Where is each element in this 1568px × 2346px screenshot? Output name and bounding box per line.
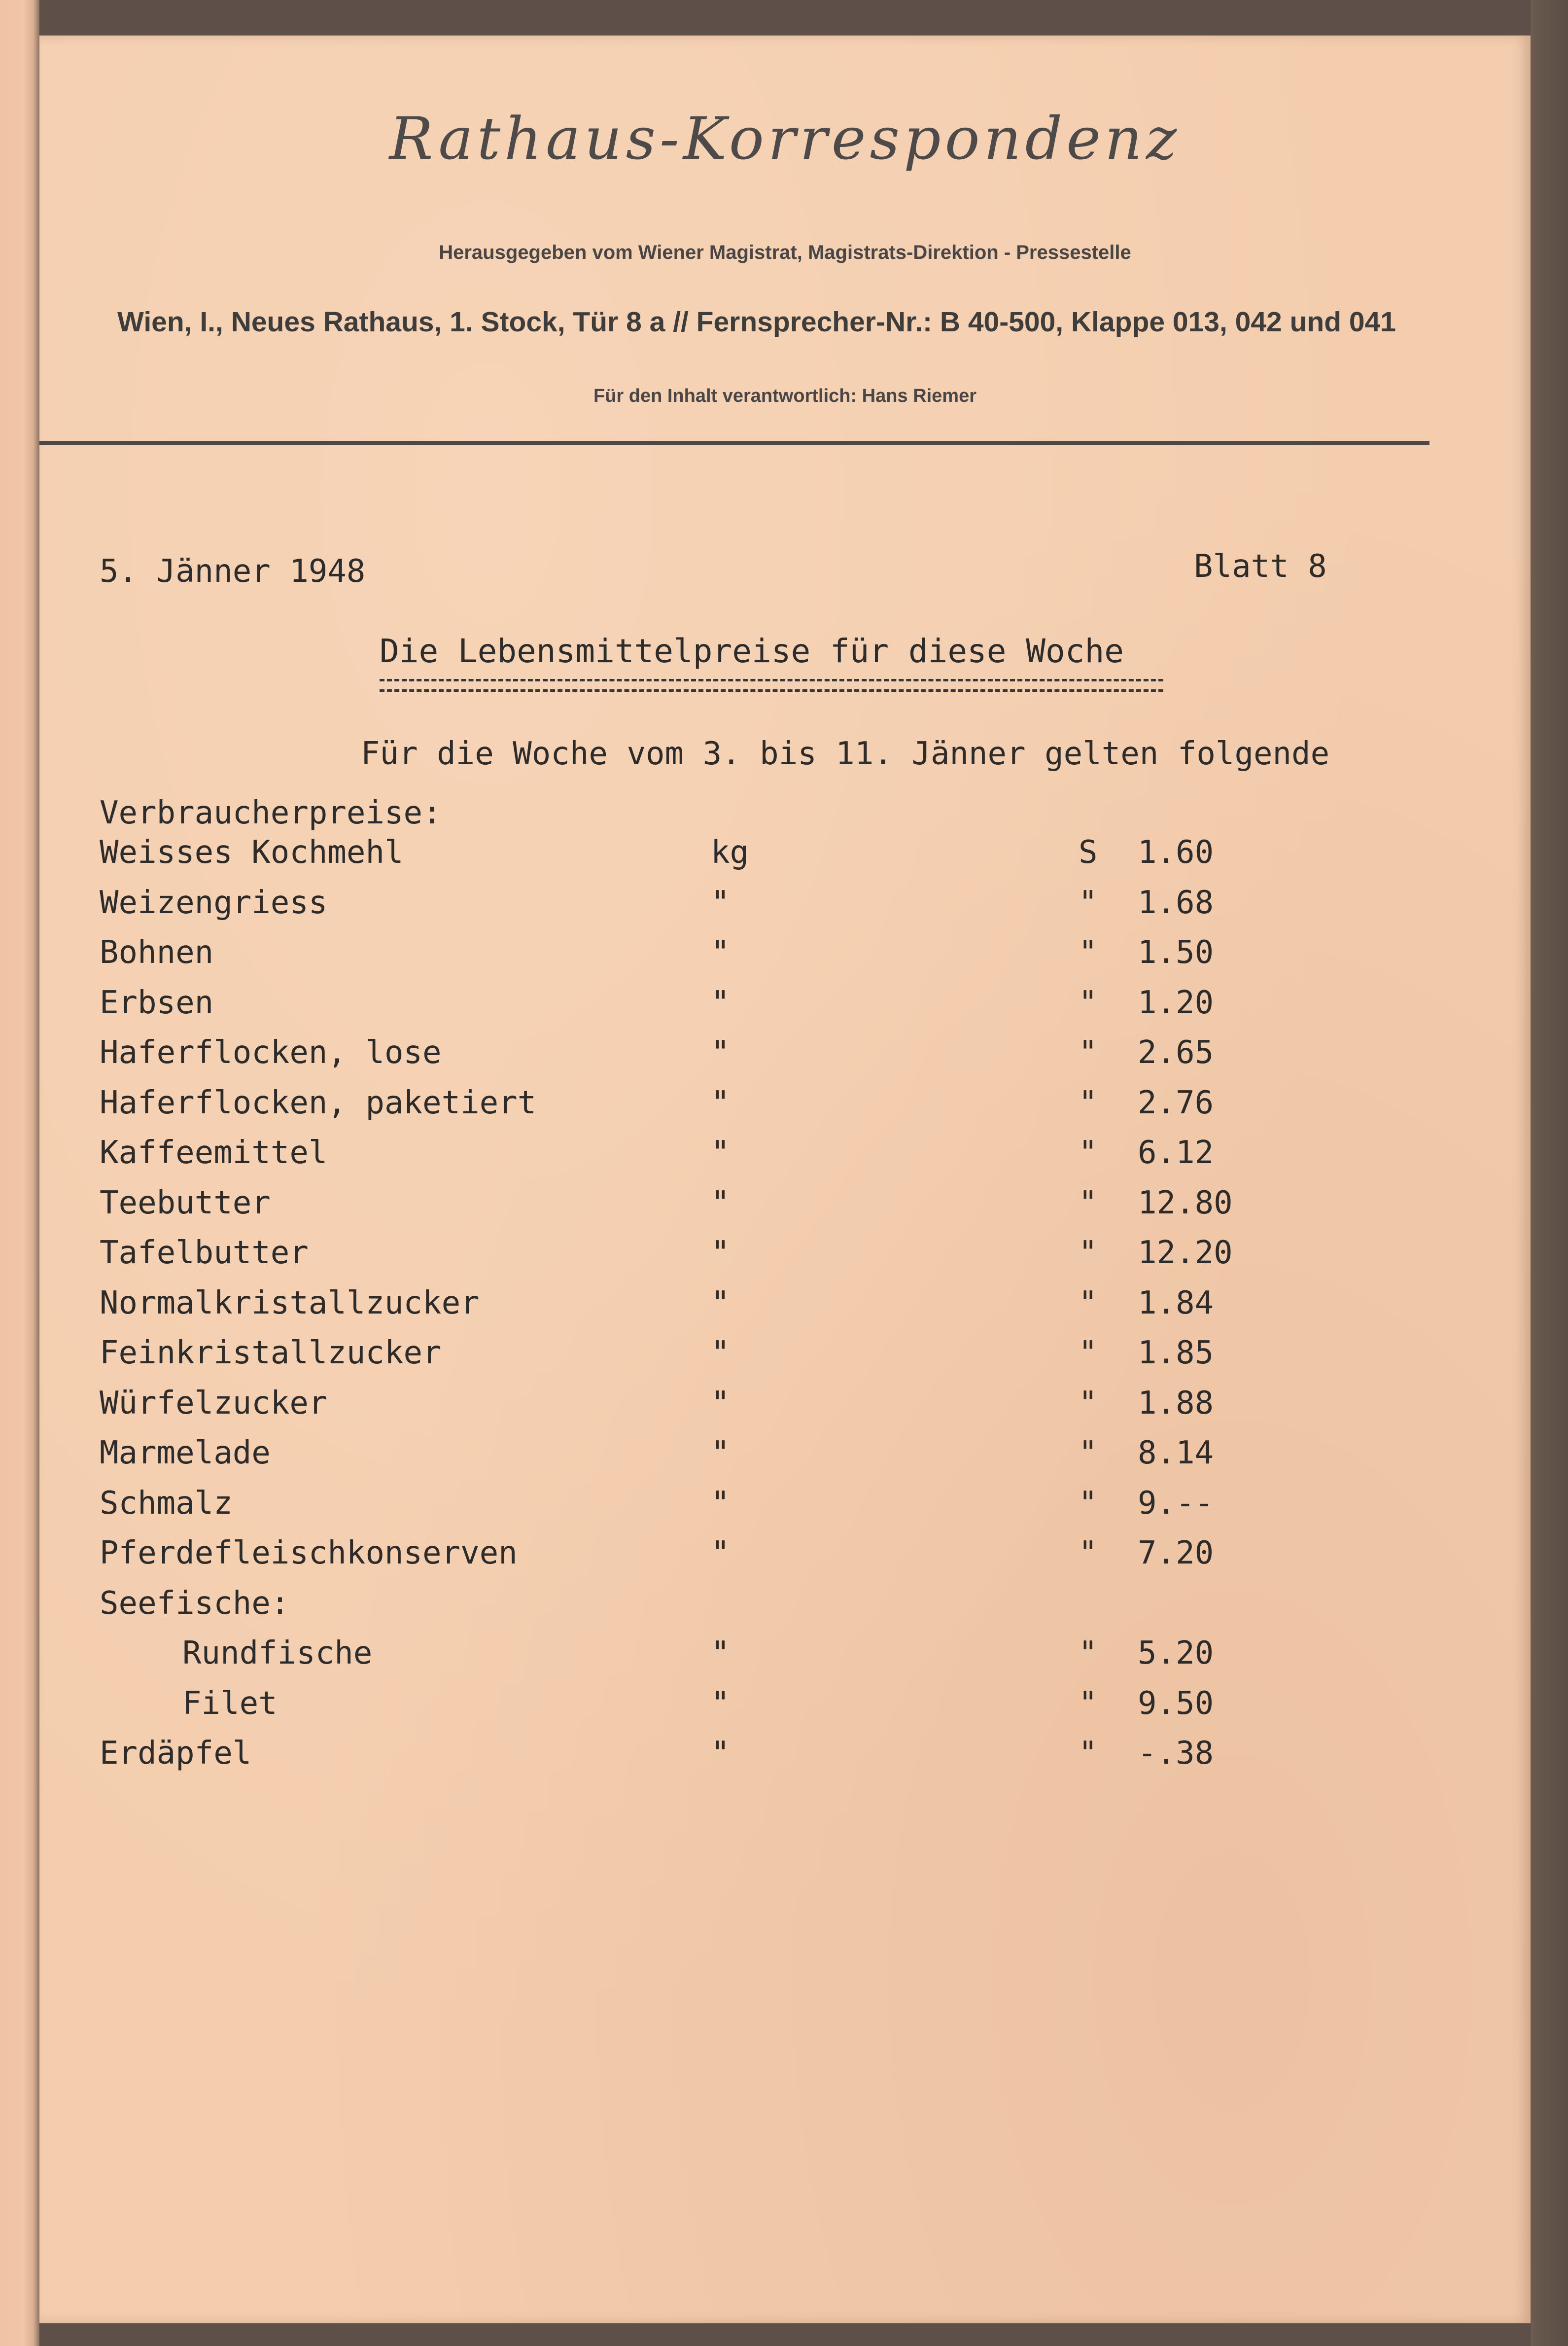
price-row [39, 1435, 1531, 1485]
item-price: 1.50 [1138, 934, 1214, 971]
price-row [39, 1485, 1531, 1535]
item-unit: " [711, 1385, 730, 1422]
item-currency: " [1079, 1284, 1098, 1321]
item-unit: kg [711, 834, 749, 871]
item-unit: " [711, 1135, 730, 1171]
item-name: Pferdefleischkonserven [100, 1535, 518, 1571]
item-unit: " [711, 1235, 730, 1271]
item-name: Filet [182, 1685, 278, 1722]
item-price: 1.68 [1138, 884, 1214, 921]
item-unit: " [711, 1735, 730, 1772]
item-unit: " [711, 1084, 730, 1121]
item-price: 2.76 [1138, 1084, 1214, 1121]
item-price: 2.65 [1138, 1034, 1214, 1071]
letterhead-publisher: Herausgegeben vom Wiener Magistrat, Magistrats-Direktion - Pressestelle [439, 242, 1131, 263]
item-name: Rundfische [182, 1635, 373, 1671]
item-currency: " [1079, 934, 1098, 971]
document-title: Die Lebensmittelpreise für diese Woche [380, 632, 1124, 670]
item-unit: " [711, 884, 730, 921]
item-price: 8.14 [1138, 1435, 1214, 1471]
item-price: 1.85 [1138, 1335, 1214, 1371]
item-price: 9.-- [1138, 1485, 1214, 1522]
item-unit: " [711, 934, 730, 971]
page-edge-shadow [1531, 0, 1568, 2346]
item-unit: " [711, 1034, 730, 1071]
item-name: Erdäpfel [100, 1735, 252, 1772]
item-name: Haferflocken, lose [100, 1034, 442, 1071]
item-name: Kaffeemittel [100, 1135, 328, 1171]
item-name: Weizengriess [100, 884, 328, 921]
item-name: Normalkristallzucker [100, 1284, 480, 1321]
item-unit: " [711, 1335, 730, 1371]
item-price: 5.20 [1138, 1635, 1214, 1671]
item-currency: " [1079, 984, 1098, 1021]
item-currency: " [1079, 1485, 1098, 1522]
price-row [39, 1635, 1531, 1685]
item-name: Marmelade [100, 1435, 271, 1471]
page-number: Blatt 8 [1194, 548, 1327, 585]
price-row [39, 1585, 1531, 1635]
binding-edge [0, 0, 39, 2346]
item-currency: " [1079, 1184, 1098, 1221]
item-name: Teebutter [100, 1184, 271, 1221]
letterhead-responsible: Für den Inhalt verantwortlich: Hans Riemer [593, 386, 977, 406]
item-name: Seefische: [100, 1585, 290, 1622]
item-name: Erbsen [100, 984, 214, 1021]
document-page [39, 36, 1531, 2323]
item-price: 1.20 [1138, 984, 1214, 1021]
item-currency: " [1079, 1635, 1098, 1671]
price-row [39, 1285, 1531, 1335]
item-unit: " [711, 984, 730, 1021]
item-currency: " [1079, 1535, 1098, 1571]
item-price: 6.12 [1138, 1135, 1214, 1171]
letterhead-address: Wien, I., Neues Rathaus, 1. Stock, Tür 8 a // Fernsprecher-Nr.: B 40-500, Klappe 013, 042 und 041 [117, 306, 1396, 338]
item-name: Haferflocken, paketiert [100, 1084, 537, 1121]
price-row [39, 934, 1531, 985]
price-row [39, 1385, 1531, 1435]
item-currency: " [1079, 1084, 1098, 1121]
item-unit: " [711, 1485, 730, 1522]
price-row [39, 985, 1531, 1035]
item-currency: " [1079, 884, 1098, 921]
item-unit: " [711, 1284, 730, 1321]
item-currency: " [1079, 1034, 1098, 1071]
item-name: Würfelzucker [100, 1385, 328, 1422]
price-row [39, 1535, 1531, 1585]
price-row [39, 1085, 1531, 1135]
item-currency: " [1079, 1435, 1098, 1471]
item-price: 7.20 [1138, 1535, 1214, 1571]
price-row [39, 1034, 1531, 1085]
item-price: 1.84 [1138, 1284, 1214, 1321]
intro-text-line2: Verbraucherpreise: [100, 795, 442, 831]
item-unit: " [711, 1635, 730, 1671]
item-unit: " [711, 1184, 730, 1221]
document-date: 5. Jänner 1948 [100, 553, 366, 590]
price-row [39, 1735, 1531, 1785]
item-currency: S [1079, 834, 1098, 871]
price-row [39, 1185, 1531, 1235]
item-price: 12.20 [1138, 1235, 1233, 1271]
price-row [39, 1235, 1531, 1285]
item-price: 1.88 [1138, 1385, 1214, 1422]
item-currency: " [1079, 1735, 1098, 1772]
item-currency: " [1079, 1135, 1098, 1171]
item-currency: " [1079, 1235, 1098, 1271]
item-price: 12.80 [1138, 1184, 1233, 1221]
item-unit: " [711, 1435, 730, 1471]
item-name: Schmalz [100, 1485, 233, 1522]
price-row [39, 885, 1531, 935]
item-price: 1.60 [1138, 834, 1214, 871]
item-name: Feinkristallzucker [100, 1335, 442, 1371]
letterhead-title: Rathaus-Korrespondenz [389, 105, 1181, 173]
item-unit: " [711, 1535, 730, 1571]
item-currency: " [1079, 1385, 1098, 1422]
price-row [39, 1335, 1531, 1385]
header-divider [39, 441, 1429, 445]
intro-text-line1: Für die Woche vom 3. bis 11. Jänner gelten folgende [361, 736, 1330, 772]
price-list [39, 834, 1531, 1785]
item-price: -.38 [1138, 1735, 1214, 1772]
item-name: Weisses Kochmehl [100, 834, 404, 871]
item-currency: " [1079, 1335, 1098, 1371]
item-name: Bohnen [100, 934, 214, 971]
price-row [39, 834, 1531, 885]
price-row [39, 1135, 1531, 1185]
item-name: Tafelbutter [100, 1235, 309, 1271]
item-currency: " [1079, 1685, 1098, 1722]
price-row [39, 1685, 1531, 1736]
item-price: 9.50 [1138, 1685, 1214, 1722]
item-unit: " [711, 1685, 730, 1722]
title-underline [380, 679, 1163, 692]
